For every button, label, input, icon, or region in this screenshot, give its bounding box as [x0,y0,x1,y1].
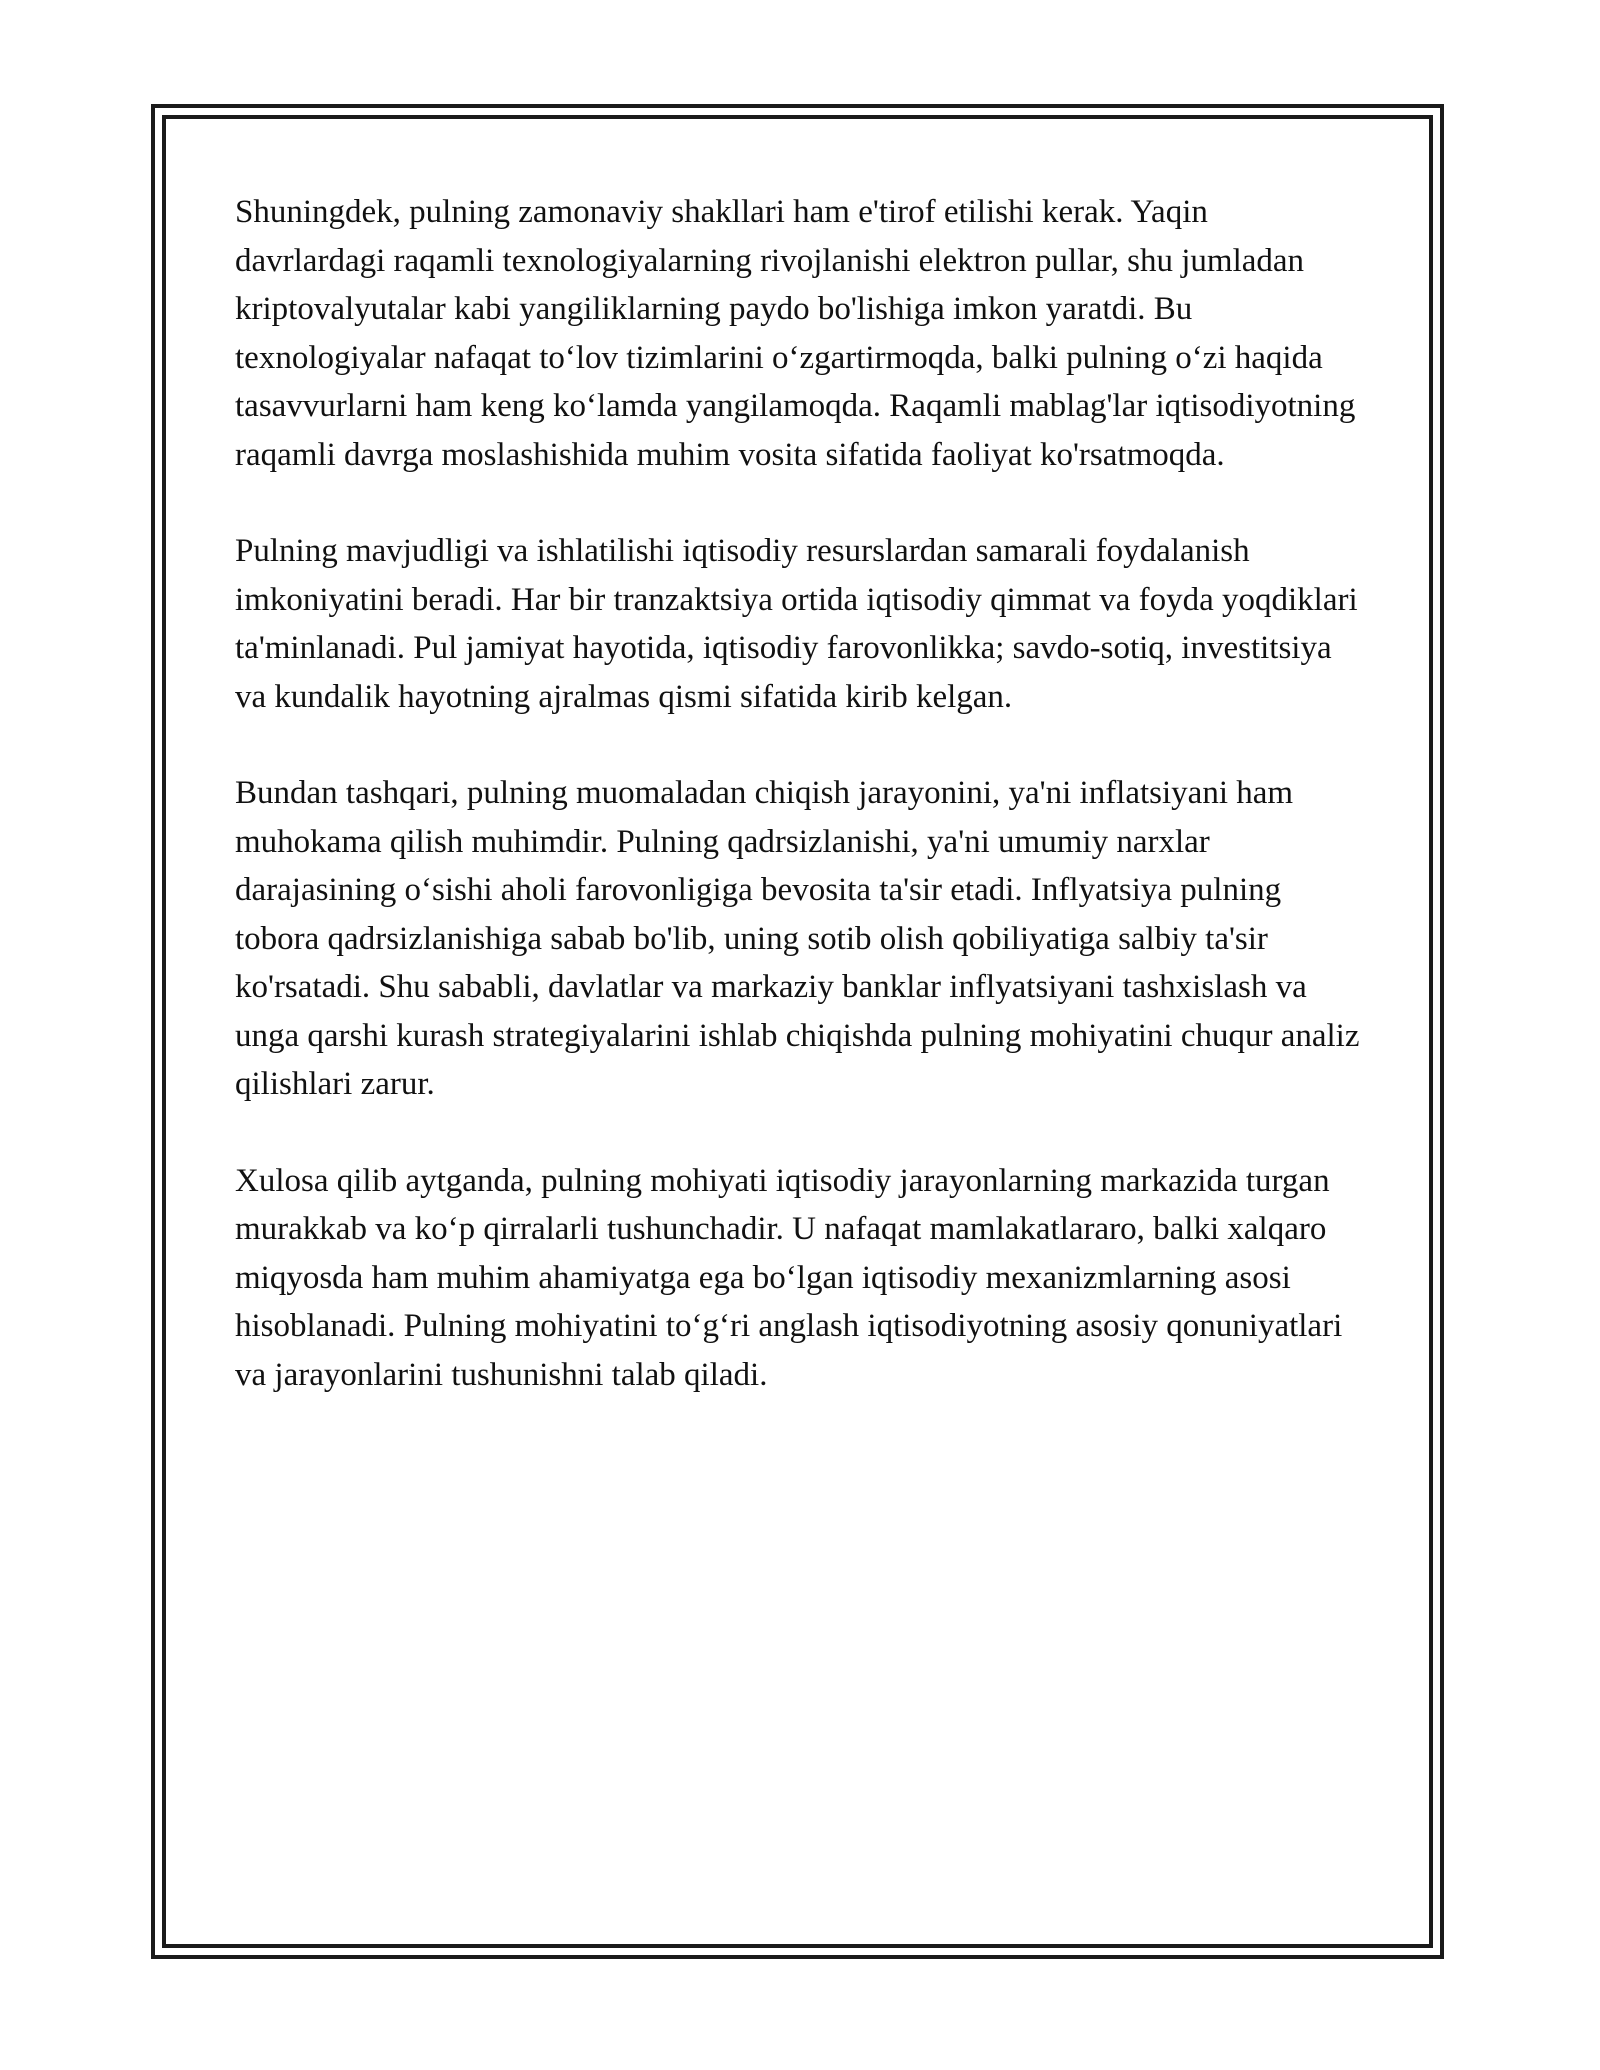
paragraph-modern-money: Shuningdek, pulning zamonaviy shakllari ham e'tirof etilishi kerak. Yaqin davrlardagi raqamli texnologiyalarning rivojlanishi elektron pullar, shu jumladan kriptovalyutalar kabi yangiliklarning paydo bo'lishiga imkon yaratdi. Bu texnologiyalar nafaqat to‘lov tizimlarini o‘zgartirmoqda, balki pulning o‘zi haqida tasavvurlarni ham keng ko‘lamda yangilamoqda. Raqamli mablag'lar iqtisodiyotning raqamli davrga moslashishida muhim vosita sifatida faoliyat ko'rsatmoqda. [235,194,1356,473]
document-body [235,188,1365,1447]
paragraph-money-usage: Pulning mavjudligi va ishlatilishi iqtisodiy resurslardan samarali foydalanish imkoniyatini beradi. Har bir tranzaktsiya ortida iqtisodiy qimmat va foyda yoqdiklari ta'minlanadi. Pul jamiyat hayotida, iqtisodiy farovonlikka; savdo-sotiq, investitsiya va kundalik hayotning ajralmas qismi sifatida kirib kelgan. [235,533,1358,715]
paragraph-inflation: Bundan tashqari, pulning muomaladan chiqish jarayonini, ya'ni inflatsiyani ham muhokama qilish muhimdir. Pulning qadrsizlanishi, ya'ni umumiy narxlar darajasining o‘sishi aholi farovonligiga bevosita ta'sir etadi. Inflyatsiya pulning tobora qadrsizlanishiga sabab bo'lib, uning sotib olish qobiliyatiga salbiy ta'sir ko'rsatadi. Shu sababli, davlatlar va markaziy banklar inflyatsiyani tashxislash va unga qarshi kurash strategiyalarini ishlab chiqishda pulning mohiyatini chuqur analiz qilishlari zarur. [235,775,1360,1102]
paragraph-conclusion: Xulosa qilib aytganda, pulning mohiyati iqtisodiy jarayonlarning markazida turgan murakkab va ko‘p qirralarli tushunchadir. U nafaqat mamlakatlararo, balki xalqaro miqyosda ham muhim ahamiyatga ega bo‘lgan iqtisodiy mexanizmlarning asosi hisoblanadi. Pulning mohiyatini to‘g‘ri anglash iqtisodiyotning asosiy qonuniyatlari va jarayonlarini tushunishni talab qiladi. [235,1162,1343,1393]
